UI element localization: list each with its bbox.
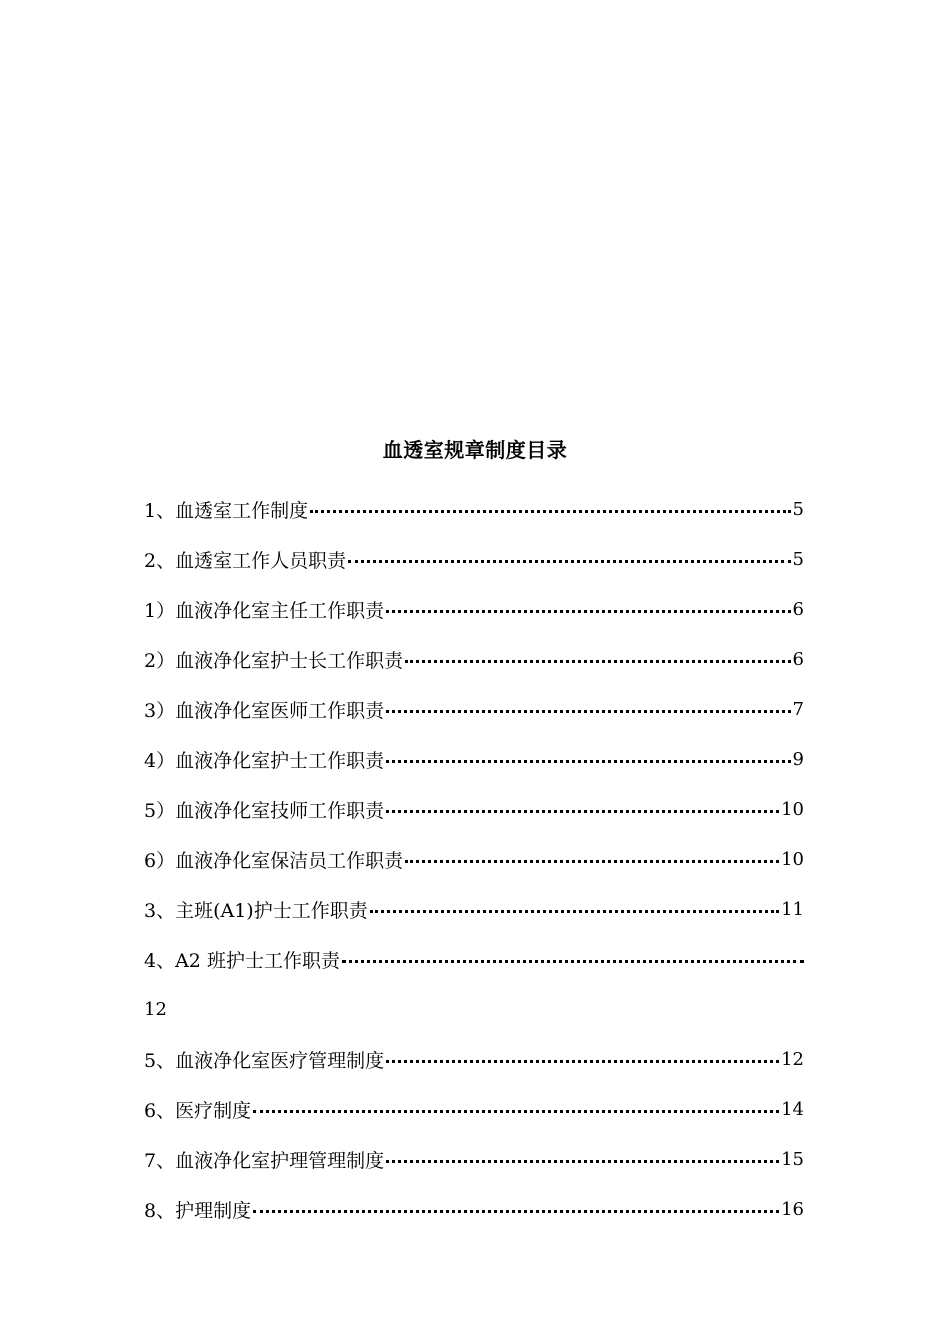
toc-entry-page: 10	[781, 798, 804, 820]
toc-dot-leader	[386, 710, 790, 713]
toc-dot-leader	[370, 910, 779, 913]
toc-entry-page: 7	[792, 698, 804, 720]
toc-entry-page: 9	[792, 748, 804, 770]
toc-dot-leader	[342, 960, 804, 963]
toc-entry-page: 16	[781, 1198, 804, 1220]
toc-entry-page: 15	[781, 1148, 804, 1170]
toc-entry-label: 2、血透室工作人员职责	[144, 549, 347, 572]
toc-dot-leader	[386, 760, 790, 763]
toc-dot-leader	[386, 1060, 779, 1063]
toc-entry	[144, 1084, 804, 1134]
toc-entry-label: 1、血透室工作制度	[144, 499, 309, 522]
toc-entry-continuation	[144, 984, 804, 1034]
table-of-contents	[144, 484, 804, 1234]
toc-dot-leader	[310, 510, 790, 513]
toc-entry	[144, 1034, 804, 1084]
page-title: 血透室规章制度目录	[382, 438, 568, 462]
toc-entry-label: 2）血液净化室护士长工作职责	[144, 649, 404, 672]
toc-dot-leader	[405, 860, 779, 863]
toc-entry-label: 5）血液净化室技师工作职责	[144, 799, 385, 822]
toc-entry	[144, 634, 804, 684]
toc-entry	[144, 1134, 804, 1184]
toc-entry	[144, 1184, 804, 1234]
toc-entry-page: 10	[781, 848, 804, 870]
toc-entry-page: 14	[781, 1098, 804, 1120]
toc-entry-label: 8、护理制度	[144, 1199, 252, 1222]
toc-entry	[144, 884, 804, 934]
toc-dot-leader	[386, 1160, 779, 1163]
toc-dot-leader	[386, 810, 779, 813]
toc-entry-label: 4、A2 班护士工作职责	[144, 949, 340, 972]
toc-dot-leader	[348, 560, 790, 563]
toc-entry	[144, 584, 804, 634]
toc-entry-page: 12	[144, 998, 167, 1020]
toc-entry	[144, 734, 804, 784]
toc-entry-label: 3、主班(A1)护士工作职责	[144, 899, 368, 922]
toc-entry-label: 1）血液净化室主任工作职责	[144, 599, 385, 622]
toc-entry	[144, 934, 804, 984]
toc-entry-label: 6、医疗制度	[144, 1099, 252, 1122]
toc-entry-page: 11	[781, 898, 804, 920]
toc-dot-leader	[253, 1210, 779, 1213]
toc-entry-page: 6	[792, 648, 804, 670]
toc-entry-page: 6	[792, 598, 804, 620]
toc-dot-leader	[253, 1110, 779, 1113]
toc-entry-label: 6）血液净化室保洁员工作职责	[144, 849, 404, 872]
toc-entry-page: 5	[792, 548, 804, 570]
toc-entry	[144, 784, 804, 834]
toc-dot-leader	[386, 610, 790, 613]
toc-entry	[144, 684, 804, 734]
toc-entry	[144, 834, 804, 884]
toc-entry-label: 5、血液净化室医疗管理制度	[144, 1049, 385, 1072]
toc-dot-leader	[405, 660, 790, 663]
toc-entry-page: 5	[792, 498, 804, 520]
toc-entry	[144, 484, 804, 534]
toc-entry-page: 12	[781, 1048, 804, 1070]
toc-entry-label: 4）血液净化室护士工作职责	[144, 749, 385, 772]
toc-entry-label: 3）血液净化室医师工作职责	[144, 699, 385, 722]
toc-entry-label: 7、血液净化室护理管理制度	[144, 1149, 385, 1172]
toc-entry	[144, 534, 804, 584]
